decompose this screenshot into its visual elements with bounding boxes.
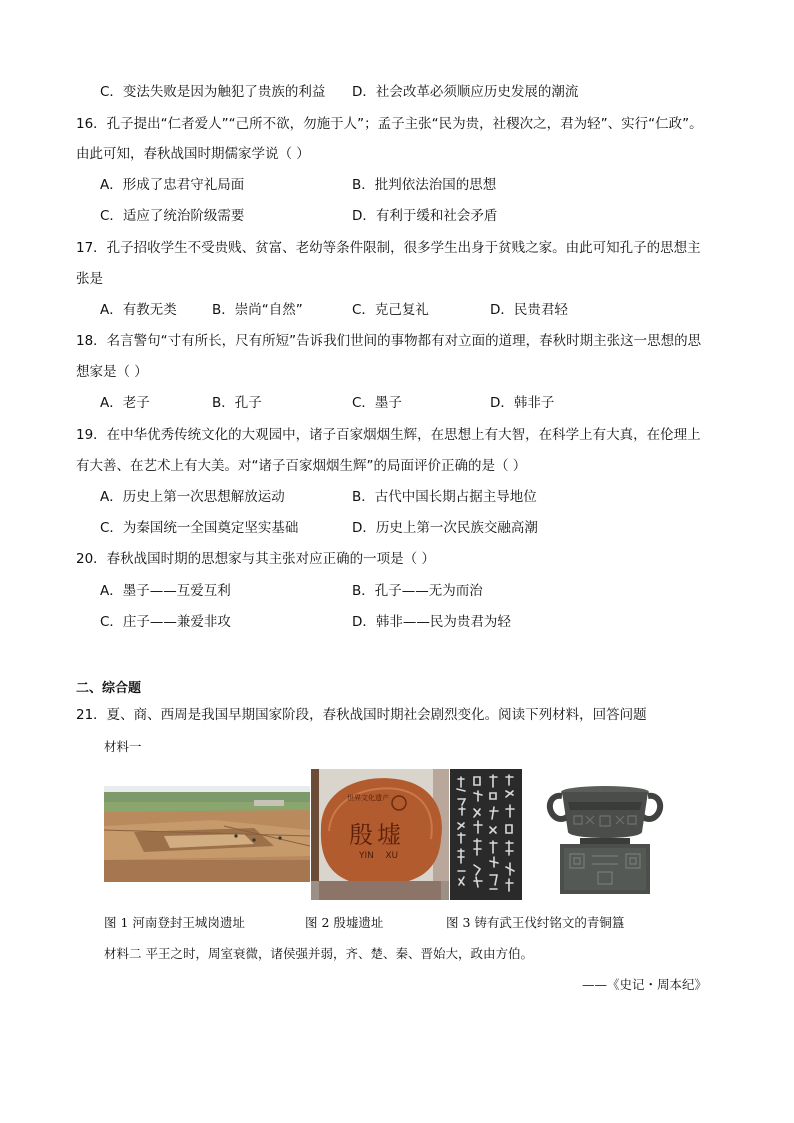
- q19-stem-line2: 有大善、在艺术上有大美。对“诸子百家烟烟生辉”的局面评价正确的是（ ）: [76, 458, 527, 474]
- figure-1-excavation-photo: [104, 786, 310, 882]
- q16-option-b: B．批判依法治国的思想: [352, 177, 497, 193]
- q19-stem-line1: 19．在中华优秀传统文化的大观园中，诸子百家烟烟生辉，在思想上有大智，在科学上有大真，在伦理上: [76, 427, 701, 443]
- figure-2-stone-inscription: 殷墟: [349, 821, 405, 849]
- q17-stem-line2: 张是: [76, 271, 103, 287]
- q20-option-b: B．孔子——无为而治: [352, 583, 483, 599]
- figure-1-caption: 图 1 河南登封王城岗遗址: [104, 915, 245, 930]
- q18-option-d: D．韩非子: [490, 395, 555, 411]
- q16-stem-line1: 16．孔子提出“仁者爱人”“己所不欲，勿施于人”；孟子主张“民为贵，社稷次之，君为轻”、实行“仁政”。: [76, 116, 703, 132]
- q20-option-a: A．墨子——互爱互利: [100, 583, 231, 599]
- figure-2-stone-caption-top: 世界文化遗产: [347, 794, 389, 802]
- q18-stem-line1: 18．名言警句“寸有所长，尺有所短”告诉我们世间的事物都有对立面的道理，春秋时期主张这一思想的思: [76, 333, 702, 349]
- q16-option-a: A．形成了忠君守礼局面: [100, 177, 245, 193]
- q16-stem-line2: 由此可知，春秋战国时期儒家学说（ ）: [76, 146, 310, 162]
- material-1-label: 材料一: [104, 739, 142, 754]
- q18-stem-line2: 想家是（ ）: [76, 364, 148, 380]
- material-2-source: ——《史记・周本纪》: [582, 977, 708, 992]
- material-2-text: 材料二 平王之时，周室衰微，诸侯强并弱，齐、楚、秦、晋始大，政由方伯。: [104, 946, 533, 961]
- figure-3-caption: 图 3 铸有武王伐纣铭文的青铜簋: [446, 915, 625, 930]
- q16-option-d: D．有利于缓和社会矛盾: [352, 208, 498, 224]
- figure-3-inscription-rubbing: [450, 769, 522, 900]
- q18-option-a: A．老子: [100, 395, 150, 411]
- q17-option-d: D．民贵君轻: [490, 302, 568, 318]
- q17-stem-line1: 17．孔子招收学生不受贵贱、贫富、老幼等条件限制，很多学生出身于贫贱之家。由此可知孔子的思想主: [76, 240, 701, 256]
- figure-2-yinxu-stone-photo: [311, 769, 449, 900]
- q21-stem: 21．夏、商、西周是我国早期国家阶段，春秋战国时期社会剧烈变化。阅读下列材料，回答问题: [76, 707, 647, 723]
- q17-option-a: A．有教无类: [100, 302, 177, 318]
- q15-option-d: D．社会改革必须顺应历史发展的潮流: [352, 84, 579, 100]
- q19-option-a: A．历史上第一次思想解放运动: [100, 489, 285, 505]
- q20-option-d: D．韩非——民为贵君为轻: [352, 614, 511, 630]
- q18-option-c: C．墨子: [352, 395, 402, 411]
- figure-2-caption: 图 2 殷墟遗址: [305, 915, 384, 930]
- q17-option-c: C．克己复礼: [352, 302, 429, 318]
- q19-option-d: D．历史上第一次民族交融高潮: [352, 520, 538, 536]
- q20-stem: 20．春秋战国时期的思想家与其主张对应正确的一项是（ ）: [76, 551, 435, 567]
- q19-option-b: B．古代中国长期占据主导地位: [352, 489, 537, 505]
- figure-3-bronze-gui-vessel: [540, 780, 670, 900]
- q15-option-c: C．变法失败是因为触犯了贵族的利益: [100, 84, 326, 100]
- figure-2-stone-pinyin: YIN XU: [359, 851, 399, 861]
- q16-option-c: C．适应了统治阶级需要: [100, 208, 245, 224]
- q20-option-c: C．庄子——兼爱非攻: [100, 614, 231, 630]
- section-title: 二、综合题: [76, 681, 142, 696]
- q17-option-b: B．崇尚“自然”: [212, 302, 303, 318]
- q19-option-c: C．为秦国统一全国奠定坚实基础: [100, 520, 299, 536]
- q18-option-b: B．孔子: [212, 395, 262, 411]
